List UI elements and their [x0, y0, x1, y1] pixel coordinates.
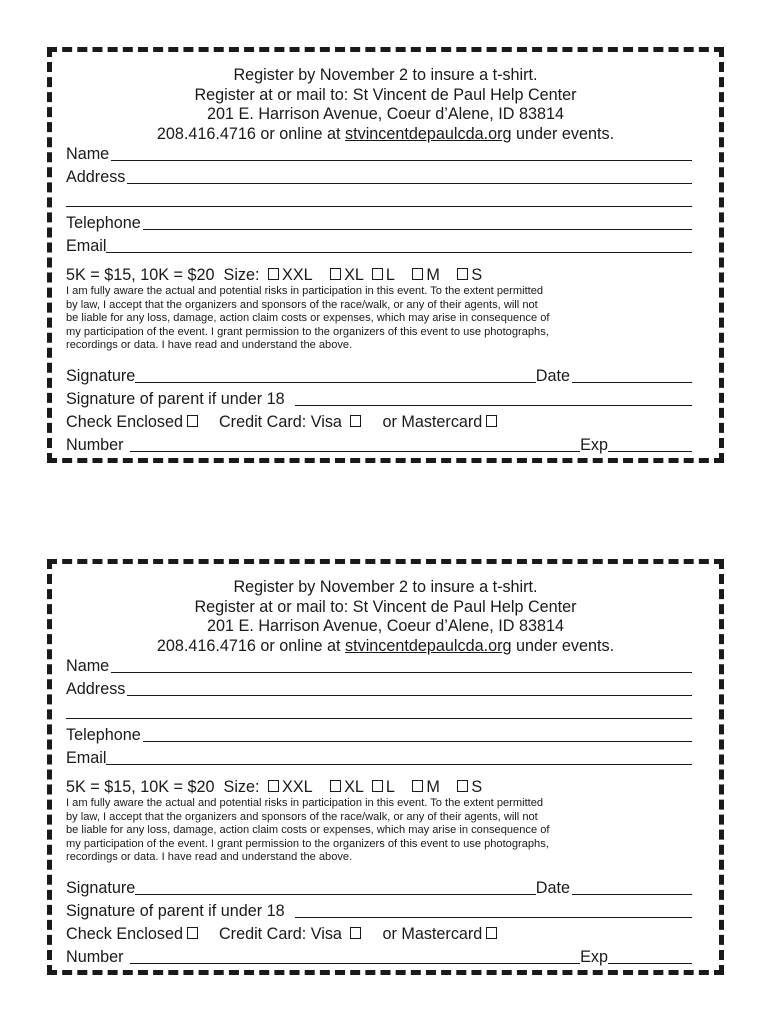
- signature-field[interactable]: [135, 894, 536, 895]
- mastercard-checkbox[interactable]: [486, 927, 497, 939]
- email-label: Email: [66, 237, 107, 255]
- header-line-1: Register by November 2 to insure a t-shirt.: [233, 66, 538, 84]
- address-field-line-2[interactable]: [66, 718, 692, 719]
- card-number-field[interactable]: [130, 963, 581, 964]
- size-s-checkbox[interactable]: [457, 268, 468, 280]
- website-link[interactable]: stvincentdepaulcda.org: [345, 636, 512, 655]
- telephone-row: [66, 725, 692, 745]
- size-xl-label: XL: [344, 778, 364, 796]
- waiver-line: recordings or data. I have read and understand the above.: [66, 339, 353, 352]
- size-xl-checkbox[interactable]: [330, 268, 341, 280]
- waiver-line: I am fully aware the actual and potential risks in participation in this event. To the extent permitted: [66, 797, 544, 809]
- header-line-2: Register at or mail to: St Vincent de Paul Help Center: [194, 85, 577, 104]
- parent-signature-row: [66, 901, 692, 921]
- size-l-checkbox[interactable]: [372, 780, 383, 792]
- check-enclosed-checkbox[interactable]: [187, 927, 198, 939]
- telephone-label: Telephone: [66, 726, 141, 744]
- card-number-field[interactable]: [130, 451, 581, 452]
- size-s-checkbox[interactable]: [457, 780, 468, 792]
- payment-row: [66, 412, 500, 432]
- phone-text: 208.416.4716 or online at: [156, 124, 341, 143]
- name-field[interactable]: [111, 160, 692, 161]
- size-m-checkbox[interactable]: [412, 780, 423, 792]
- phone-text: 208.416.4716 or online at: [156, 636, 341, 655]
- waiver-line: be liable for any loss, damage, action claim costs or expenses, which may arise in consequence of: [66, 824, 550, 837]
- exp-field[interactable]: [608, 963, 692, 964]
- address-field[interactable]: [127, 695, 692, 696]
- parent-signature-label: Signature of parent if under 18: [66, 390, 285, 408]
- name-label: Name: [66, 145, 110, 163]
- card-number-row: [66, 947, 692, 967]
- address-row: [66, 167, 692, 187]
- header-suffix: under events.: [516, 124, 615, 143]
- mastercard-label: or Mastercard: [382, 925, 483, 943]
- size-l-label: L: [385, 266, 395, 284]
- email-row: [66, 748, 692, 768]
- form-header: [52, 578, 719, 656]
- waiver-line: recordings or data. I have read and understand the above.: [66, 851, 353, 864]
- size-m-checkbox[interactable]: [412, 268, 423, 280]
- waiver-line: by law, I accept that the organizers and sponsors of the race/walk, or any of their agents, will not: [66, 298, 538, 311]
- parent-signature-row: [66, 389, 692, 409]
- size-label: Size:: [223, 266, 260, 284]
- check-enclosed-checkbox[interactable]: [187, 415, 198, 427]
- size-l-label: L: [385, 778, 395, 796]
- waiver-line: be liable for any loss, damage, action claim costs or expenses, which may arise in consequence of: [66, 312, 550, 325]
- name-field[interactable]: [111, 672, 692, 673]
- payment-row: [66, 924, 500, 944]
- size-label: Size:: [223, 778, 260, 796]
- parent-signature-field[interactable]: [295, 917, 692, 918]
- date-field[interactable]: [572, 382, 692, 383]
- check-enclosed-label: Check Enclosed: [66, 413, 183, 431]
- email-field[interactable]: [106, 764, 692, 765]
- date-label: Date: [535, 879, 570, 897]
- size-xxl-label: XXL: [282, 778, 313, 796]
- size-m-label: M: [426, 266, 440, 284]
- parent-signature-label: Signature of parent if under 18: [66, 902, 285, 920]
- email-row: [66, 236, 692, 256]
- address-field-line-2[interactable]: [66, 206, 692, 207]
- address-row-2: [66, 702, 692, 722]
- header-line-4: [52, 125, 719, 145]
- credit-card-visa-label: Credit Card: Visa: [218, 925, 342, 943]
- date-label: Date: [535, 367, 570, 385]
- size-xl-label: XL: [344, 266, 364, 284]
- name-row: [66, 656, 692, 676]
- waiver-text: [66, 285, 686, 353]
- pricing-text: 5K = $15, 10K = $20: [66, 266, 215, 284]
- name-row: [66, 144, 692, 164]
- pricing-size-row: [66, 777, 482, 797]
- number-label: Number: [66, 948, 124, 966]
- telephone-field[interactable]: [143, 741, 692, 742]
- website-link[interactable]: stvincentdepaulcda.org: [345, 124, 512, 143]
- waiver-line: I am fully aware the actual and potential risks in participation in this event. To the extent permitted: [66, 285, 544, 297]
- pricing-text: 5K = $15, 10K = $20: [66, 778, 215, 796]
- address-label: Address: [66, 680, 126, 698]
- header-line-3: 201 E. Harrison Avenue, Coeur d’Alene, ID 83814: [207, 617, 564, 636]
- size-xxl-label: XXL: [282, 266, 313, 284]
- size-s-label: S: [471, 778, 483, 796]
- check-enclosed-label: Check Enclosed: [66, 925, 183, 943]
- number-label: Number: [66, 436, 124, 454]
- form-header: [52, 66, 719, 144]
- address-row-2: [66, 190, 692, 210]
- signature-row: [66, 878, 692, 898]
- size-xl-checkbox[interactable]: [330, 780, 341, 792]
- signature-field[interactable]: [135, 382, 536, 383]
- size-xxl-checkbox[interactable]: [268, 780, 279, 792]
- card-number-row: [66, 435, 692, 455]
- registration-form-bottom: [47, 559, 724, 975]
- exp-field[interactable]: [608, 451, 692, 452]
- address-label: Address: [66, 168, 126, 186]
- header-line-4: [52, 637, 719, 657]
- waiver-text: [66, 797, 686, 865]
- credit-card-visa-label: Credit Card: Visa: [218, 413, 342, 431]
- parent-signature-field[interactable]: [295, 405, 692, 406]
- email-field[interactable]: [106, 252, 692, 253]
- address-field[interactable]: [127, 183, 692, 184]
- header-suffix: under events.: [516, 636, 615, 655]
- waiver-line: my participation of the event. I grant permission to the organizers of this event to use photographs,: [66, 325, 549, 338]
- registration-form-top: [47, 47, 724, 463]
- visa-checkbox[interactable]: [350, 927, 361, 939]
- mastercard-checkbox[interactable]: [486, 415, 497, 427]
- waiver-line: my participation of the event. I grant permission to the organizers of this event to use photographs,: [66, 837, 549, 850]
- telephone-field[interactable]: [143, 229, 692, 230]
- header-line-1: Register by November 2 to insure a t-shirt.: [233, 578, 538, 596]
- telephone-label: Telephone: [66, 214, 141, 232]
- exp-label: Exp: [580, 948, 608, 966]
- mastercard-label: or Mastercard: [382, 413, 483, 431]
- header-line-2: Register at or mail to: St Vincent de Paul Help Center: [194, 597, 577, 616]
- size-s-label: S: [471, 266, 483, 284]
- size-l-checkbox[interactable]: [372, 268, 383, 280]
- signature-label: Signature: [66, 367, 136, 385]
- date-field[interactable]: [572, 894, 692, 895]
- size-xxl-checkbox[interactable]: [268, 268, 279, 280]
- waiver-line: by law, I accept that the organizers and sponsors of the race/walk, or any of their agents, will not: [66, 810, 538, 823]
- pricing-size-row: [66, 265, 482, 285]
- address-row: [66, 679, 692, 699]
- header-line-3: 201 E. Harrison Avenue, Coeur d’Alene, ID 83814: [207, 105, 564, 124]
- size-m-label: M: [426, 778, 440, 796]
- visa-checkbox[interactable]: [350, 415, 361, 427]
- exp-label: Exp: [580, 436, 608, 454]
- signature-row: [66, 366, 692, 386]
- telephone-row: [66, 213, 692, 233]
- signature-label: Signature: [66, 879, 136, 897]
- email-label: Email: [66, 749, 107, 767]
- name-label: Name: [66, 657, 110, 675]
